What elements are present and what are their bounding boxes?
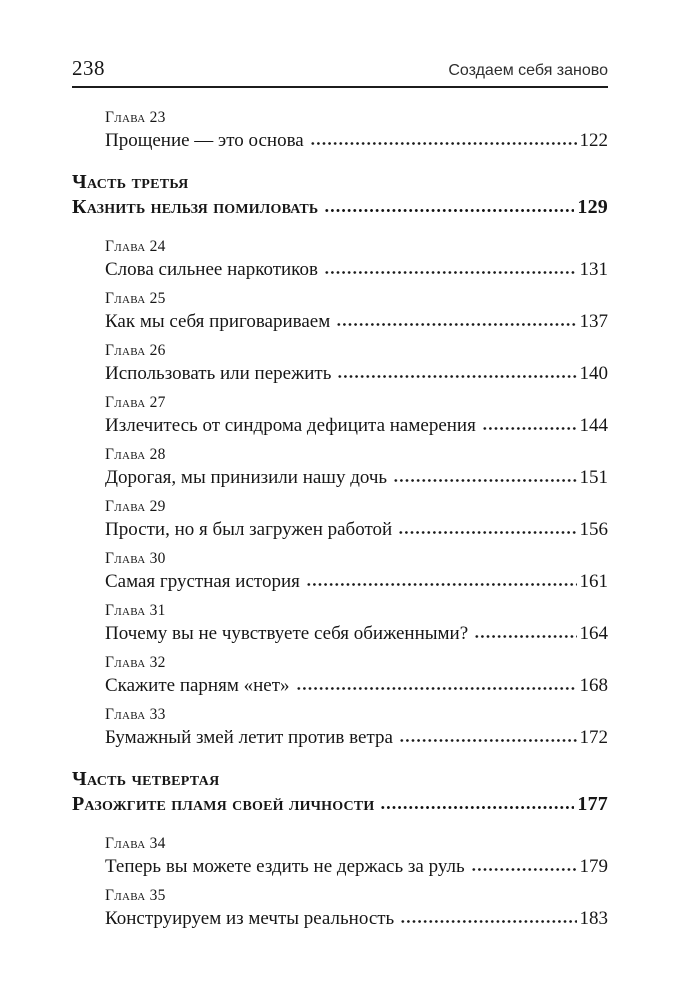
- toc-entry-page: 183: [579, 908, 608, 929]
- dot-leader: [393, 478, 576, 483]
- toc-entry: [72, 170, 608, 220]
- toc-entry-line: [72, 195, 608, 220]
- page-number: 238: [72, 56, 105, 80]
- toc-entry-title: Конструируем из мечты реальность: [105, 908, 395, 929]
- toc-entry-title: Казнить нельзя помиловать: [72, 196, 319, 218]
- toc-entry-title: Теперь вы можете ездить не держась за руль: [105, 856, 465, 877]
- toc-entry: [105, 653, 608, 699]
- toc-entry-title: Дорогая, мы принизили нашу дочь: [105, 467, 388, 488]
- dot-leader: [296, 686, 577, 691]
- toc-entry-title: Почему вы не чувствуете себя обиженными?: [105, 623, 469, 644]
- toc-entry-line: [105, 309, 608, 335]
- toc-entry-page: 151: [579, 467, 608, 488]
- dot-leader: [336, 322, 576, 327]
- toc-entry-label: Глава 32: [105, 654, 166, 671]
- dot-leader: [306, 582, 577, 587]
- toc-entry-line: [105, 361, 608, 387]
- toc-entry-line: [105, 673, 608, 699]
- dot-leader: [482, 426, 577, 431]
- toc-entry: [105, 601, 608, 647]
- toc-entry-title: Прости, но я был загружен работой: [105, 519, 393, 540]
- toc-entry-line: [105, 517, 608, 543]
- toc-entry-title: Прощение — это основа: [105, 130, 304, 151]
- toc-entry-title: Скажите парням «нет»: [105, 675, 290, 696]
- toc-entry-line: [105, 569, 608, 595]
- dot-leader: [474, 634, 576, 639]
- toc-entry-label: Глава 30: [105, 550, 166, 567]
- toc-entry: [105, 341, 608, 387]
- toc-entry-title: Излечитесь от синдрома дефицита намерения: [105, 415, 476, 436]
- toc-entry-page: 131: [579, 259, 608, 280]
- toc-entry-page: 179: [579, 856, 608, 877]
- toc-entry-title: Бумажный змей летит против ветра: [105, 727, 393, 748]
- toc-entry-page: 161: [579, 571, 608, 592]
- toc-entry-line: [105, 465, 608, 491]
- dot-leader: [398, 530, 576, 535]
- dot-leader: [324, 270, 577, 275]
- toc-entry-line: [105, 128, 608, 154]
- toc-entry: [105, 445, 608, 491]
- toc-entry-page: 137: [579, 311, 608, 332]
- toc-entry: [105, 549, 608, 595]
- running-header: [72, 57, 608, 88]
- toc-entry-line: [72, 792, 608, 817]
- toc-entry-label: Глава 33: [105, 706, 166, 723]
- toc-entry-title: Использовать или пережить: [105, 363, 332, 384]
- dot-leader: [337, 374, 576, 379]
- toc-entry: [72, 767, 608, 817]
- toc-entry: [105, 497, 608, 543]
- toc-entry: [105, 834, 608, 880]
- toc-entry: [105, 705, 608, 751]
- toc-entry-title: Разожгите пламя своей личности: [72, 793, 375, 815]
- toc-entry-page: 177: [577, 793, 608, 815]
- toc-entry-page: 140: [579, 363, 608, 384]
- toc-entry: [105, 108, 608, 154]
- dot-leader: [310, 141, 577, 146]
- toc-entry-label: Глава 34: [105, 835, 166, 852]
- toc-entry: [105, 289, 608, 335]
- toc-entry-line: [105, 725, 608, 751]
- toc-entry-title: Слова сильнее наркотиков: [105, 259, 318, 280]
- toc-entry: [105, 886, 608, 932]
- running-title: Создаем себя заново: [448, 62, 608, 79]
- toc-entry-label: Часть четвертая: [72, 768, 220, 790]
- toc-entry-line: [105, 413, 608, 439]
- toc-entry-line: [105, 621, 608, 647]
- toc-entry-page: 168: [579, 675, 608, 696]
- toc-entry-title: Как мы себя приговариваем: [105, 311, 331, 332]
- toc-entry: [105, 237, 608, 283]
- dot-leader: [324, 208, 574, 213]
- toc-entry-label: Часть третья: [72, 171, 189, 193]
- toc-entry-label: Глава 25: [105, 290, 166, 307]
- dot-leader: [380, 805, 574, 810]
- toc-entry-label: Глава 23: [105, 109, 166, 126]
- table-of-contents: [72, 88, 608, 932]
- toc-entry-title: Самая грустная история: [105, 571, 300, 592]
- toc-entry-page: 164: [579, 623, 608, 644]
- toc-entry-page: 172: [579, 727, 608, 748]
- dot-leader: [400, 919, 576, 924]
- toc-entry-page: 156: [579, 519, 608, 540]
- toc-entry-page: 144: [579, 415, 608, 436]
- toc-entry-label: Глава 29: [105, 498, 166, 515]
- toc-entry-line: [105, 854, 608, 880]
- toc-entry-label: Глава 35: [105, 887, 166, 904]
- toc-entry-label: Глава 26: [105, 342, 166, 359]
- toc-entry-line: [105, 257, 608, 283]
- toc-entry-label: Глава 28: [105, 446, 166, 463]
- toc-entry-label: Глава 31: [105, 602, 166, 619]
- dot-leader: [399, 738, 577, 743]
- dot-leader: [471, 867, 577, 872]
- toc-entry-label: Глава 24: [105, 238, 166, 255]
- toc-entry: [105, 393, 608, 439]
- toc-entry-page: 129: [577, 196, 608, 218]
- toc-entry-line: [105, 906, 608, 932]
- toc-entry-label: Глава 27: [105, 394, 166, 411]
- toc-entry-page: 122: [579, 130, 608, 151]
